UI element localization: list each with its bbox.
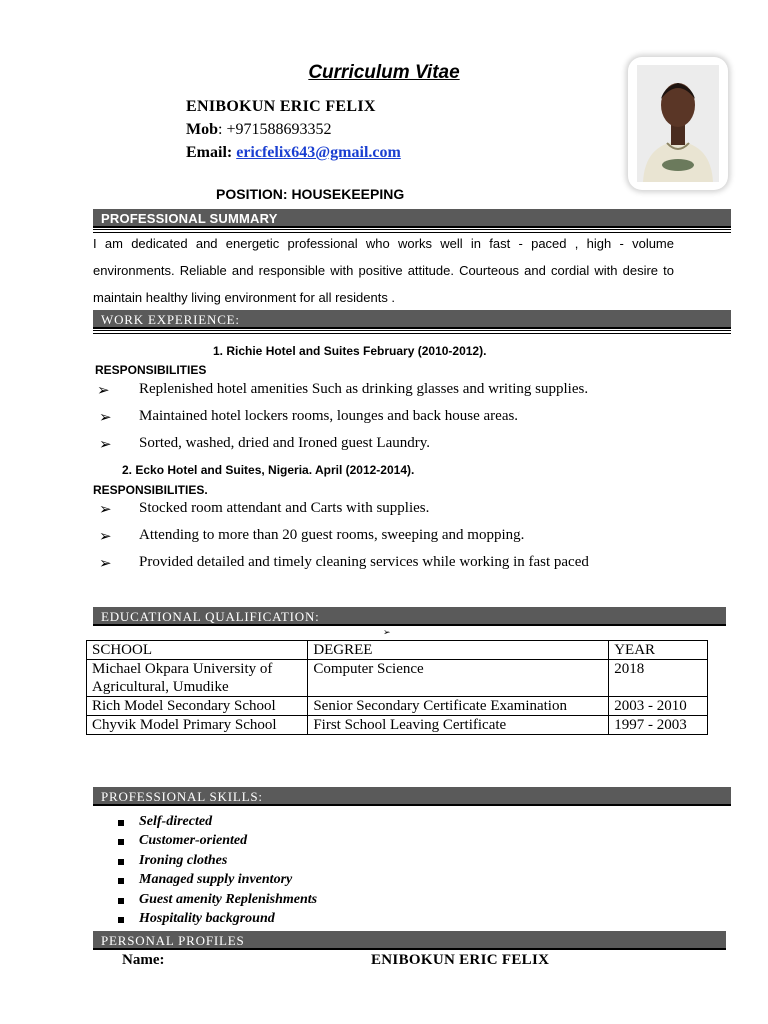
degree-cell: Computer Science	[308, 660, 609, 697]
square-bullet-icon	[118, 820, 124, 826]
email-link[interactable]: ericfelix643@gmail.com	[236, 144, 401, 161]
arrow-bullet-icon: ➢	[97, 383, 110, 399]
table-row	[87, 697, 708, 716]
education-heading: EDUCATIONAL QUALIFICATION:	[93, 607, 726, 626]
work-heading: WORK EXPERIENCE:	[93, 310, 731, 329]
job-2-title: 2. Ecko Hotel and Suites, Nigeria. April (2012-2014).	[122, 463, 415, 477]
year-cell: 2003 - 2010	[609, 697, 708, 716]
arrow-bullet-icon: ➢	[99, 529, 112, 545]
table-header-row	[87, 641, 708, 660]
year-cell: 1997 - 2003	[609, 716, 708, 735]
arrow-bullet-icon: ➢	[99, 410, 112, 426]
school-cell: Rich Model Secondary School	[87, 697, 308, 716]
square-bullet-icon	[118, 898, 124, 904]
mobile-number: : +971588693352	[218, 121, 332, 138]
profile-name-value: ENIBOKUN ERIC FELIX	[371, 952, 550, 968]
job-1-title: 1. Richie Hotel and Suites February (2010-2012).	[213, 344, 487, 358]
square-bullet-icon	[118, 917, 124, 923]
summary-text: I am dedicated and energetic professional who works well in fast - paced , high - volume environments. Reliable and responsible with positive attitude. Courteous and cordial with desire to maintain healthy living environment for all residents .	[93, 236, 674, 305]
profile-heading: PERSONAL PROFILES	[93, 931, 726, 950]
document-title: Curriculum Vitae	[308, 62, 460, 83]
work-divider	[93, 330, 731, 334]
email-line	[186, 144, 401, 162]
candidate-name: ENIBOKUN ERIC FELIX	[186, 98, 376, 115]
square-bullet-icon	[118, 839, 124, 845]
skills-heading: PROFESSIONAL SKILLS:	[93, 787, 731, 806]
square-bullet-icon	[118, 859, 124, 865]
column-header: DEGREE	[308, 641, 609, 660]
column-header: SCHOOL	[87, 641, 308, 660]
arrow-bullet-icon: ➢	[99, 502, 112, 518]
position-title: POSITION: HOUSEKEEPING	[216, 186, 405, 202]
table-row	[87, 716, 708, 735]
year-cell: 2018	[609, 660, 708, 697]
arrow-bullet-icon: ➢	[383, 627, 391, 637]
mobile-label: Mob	[186, 121, 218, 138]
email-label: Email:	[186, 144, 233, 161]
column-header: YEAR	[609, 641, 708, 660]
school-cell: Chyvik Model Primary School	[87, 716, 308, 735]
mobile-line	[186, 121, 331, 139]
education-table	[86, 640, 708, 735]
school-cell: Michael Okpara University of Agricultural, Umudike	[87, 660, 308, 697]
summary-heading: PROFESSIONAL SUMMARY	[93, 209, 731, 228]
arrow-bullet-icon: ➢	[99, 556, 112, 572]
profile-photo	[637, 65, 719, 182]
table-row	[87, 660, 708, 697]
job-2-responsibilities-label: RESPONSIBILITIES.	[93, 483, 208, 497]
profile-photo-frame	[628, 57, 728, 190]
job-1-responsibilities-label: RESPONSIBILITIES	[95, 363, 207, 377]
degree-cell: First School Leaving Certificate	[308, 716, 609, 735]
degree-cell: Senior Secondary Certificate Examination	[308, 697, 609, 716]
profile-name-label: Name:	[122, 952, 165, 968]
arrow-bullet-icon: ➢	[99, 437, 112, 453]
square-bullet-icon	[118, 878, 124, 884]
